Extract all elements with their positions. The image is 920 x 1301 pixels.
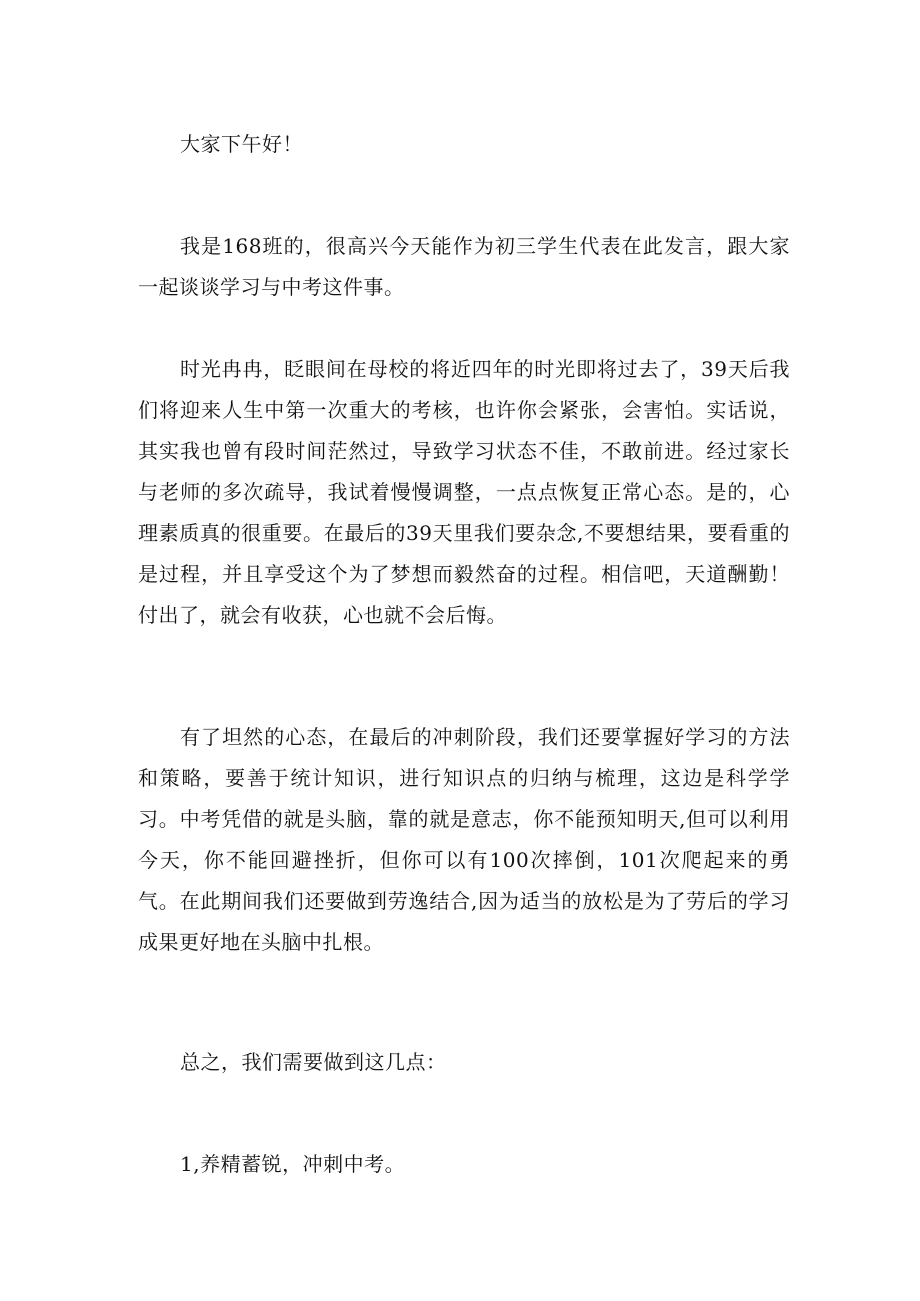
intro-paragraph: 我是168班的，很高兴今天能作为初三学生代表在此发言，跟大家一起谈谈学习与中考这件事。 bbox=[138, 234, 790, 299]
summary-paragraph: 总之，我们需要做到这几点： bbox=[180, 1050, 447, 1074]
mindset-paragraph: 时光冉冉，眨眼间在母校的将近四年的时光即将过去了，39天后我们将迎来人生中第一次重大的考核，也许你会紧张，会害怕。实话说，其实我也曾有段时间茫然过，导致学习状态不佳，不敢前进。经过家长与老师的多次疏导，我试着慢慢调整，一点点恢复正常心态。是的，心理素质真的很重要。在最后的39天里我们要杂念,不要想结果，要看重的是过程，并且享受这个为了梦想而毅然奋的过程。相信吧，天道酬勤！付出了，就会有收获，心也就不会后悔。 bbox=[138, 357, 790, 627]
greeting-paragraph: 大家下午好！ bbox=[180, 132, 303, 156]
strategy-paragraph: 有了坦然的心态，在最后的冲刺阶段，我们还要掌握好学习的方法和策略，要善于统计知识，进行知识点的归纳与梳理，这边是科学学习。中考凭借的就是头脑，靠的就是意志，你不能预知明天,但可以利用今天，你不能回避挫折，但你可以有100次摔倒，101次爬起来的勇气。在此期间我们还要做到劳逸结合,因为适当的放松是为了劳后的学习成果更好地在头脑中扎根。 bbox=[138, 725, 790, 954]
list-item-1: 1,养精蓄锐，冲刺中考。 bbox=[180, 1152, 406, 1176]
